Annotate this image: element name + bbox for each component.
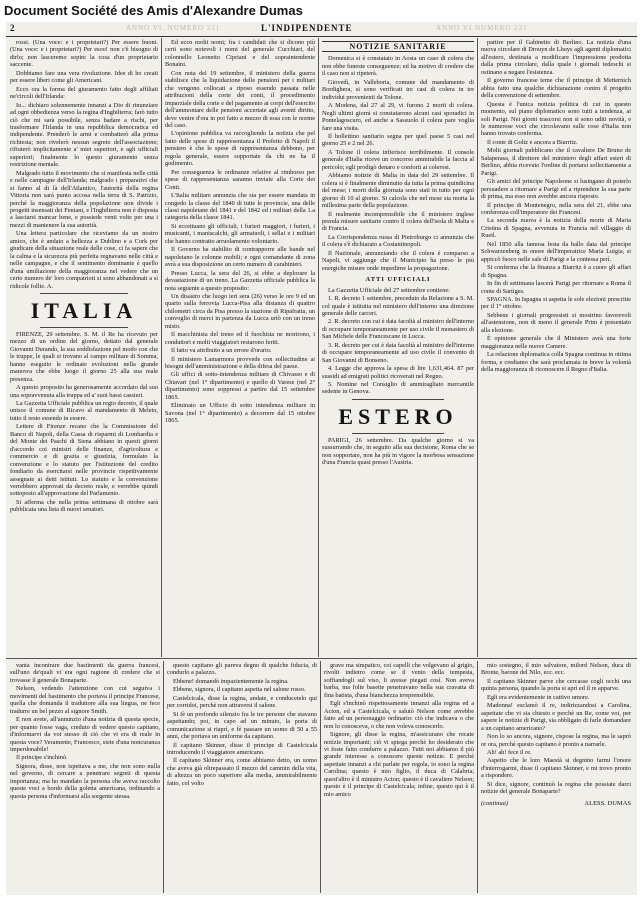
- feuilleton-paragraph: Si fè un profondo silenzio fra le tre persone che stavano aspettando; poi, in capo ad un minuto, la porta di comunicazione si riaprì, e fè passare un uomo di 50 a 55 anni, che portava un uniforme da capitano.: [167, 710, 317, 741]
- article-paragraph: Il realmente incomprensibile che il ministero inglese prenda misure sanitarie contro il colera dell'isola di Malta e di Francia.: [322, 210, 474, 233]
- feuilleton-paragraph: Si dice, signore, continuò la regina che possiate darci notizie del generale Bonaparte?: [481, 780, 631, 796]
- feuilleton-paragraph: Ebbene, signora, il capitano aspetta nel salone rosso.: [173, 686, 306, 694]
- page-number: 2: [10, 23, 15, 33]
- article-paragraph: FIRENZE, 29 settembre. S. M. il Re ha ricevuto per mezzo di un ordine del giorno, dettato dal generale Giovanni Durando, la sua soddisfazione pel modo con che le truppe, le quali si trovano al campo militare di Somma, hanno eseguito le ordinate evoluzioni nella grande manovra che ebbe luogo il giorno 25 alla sua reale presenza.: [10, 330, 158, 383]
- column-rule: [477, 661, 478, 893]
- article-paragraph: 1. R. decreto 1 settembre, preceduto da Relazione a S. M. col quale è istituita nel ministero dell'interno una direzione generale delle carceri.: [322, 295, 474, 317]
- article-paragraph: Si eccettuano gli ufficiali, i furieri maggiori, i furieri, i musicanti, i maniscalchi, gli armaiuoli, i sellai e i militari che hanno contratto arruolamento volontario.: [165, 222, 315, 245]
- section-separator: [40, 293, 128, 294]
- article-paragraph: La Gazzetta Ufficiale del 27 settembre contiene:: [328, 286, 450, 294]
- article-paragraph: Un disastro che luogo ieri sera (26) verso le ore 9 ed un quarto sulla ferrovia Lucca-Pisa alla distanza di quattro chilometri circa da Pisa presso la stazione di Ripafratta, un convoglio di merci in partenza da Lucca urtò con un treno misto.: [165, 292, 315, 330]
- article-paragraph: Il Governo ha stabilito di contrapporre alle bande nel napoletano le colonne mobili; e ogni comandante di zona avrà a sua disposizione un certo numero di carabinieri.: [165, 246, 315, 269]
- article-paragraph: A Tolone il colera infierisce terribilmente. Il console generale d'Italia riceve un concorso ammirabile la faccia al pericolo; egli prodigò denaro e conforti ai colerosi.: [322, 148, 474, 171]
- feuilleton-paragraph: questo capitano gli pareva degno di qualche fiducia, di condurlo a palazzo.: [167, 662, 317, 677]
- feuilleton-paragraph: Signora, disse, non ispettava a me, che non sono nulla nel governo, di cercare a penetrare segreti di questa importanza; ma ho mandato la persona che aveva raccolto queste voci a bordo della goletta americana, ordinando a questa persona d'informarsi alla sorgente stessa.: [10, 762, 160, 800]
- article-paragraph: A Modena, dal 27 al 29, vi furono 2 morti di colera. Negli ultimi giorni si constatarono alcuni casi sporadici in Pontelagoscuro, ed anche a Sassuolo il colera pare voglia fare una visita.: [322, 102, 474, 132]
- feuilleton-paragraph: vanta incontrare due bastimenti da guerra francesi, sull'uno de'quali vi era ogni ragione di credere che si trovasse il generale Bonaparte.: [10, 662, 160, 684]
- article-paragraph: Molti giornali pubblicano che il cavaliere De Bruno de Salaperasa, il direttore del ministero degli affari esteri di Berlino, abbia ricevuto l'ordine di portarsi sollecitamente a Parigi.: [481, 147, 631, 177]
- newspaper-page: [6, 22, 637, 895]
- article-paragraph: Gli uffici di sotto-intendenza militare di Chivasso e di Chiavari (nel 1° dipartimento) e quello di Varese (nel 2° dipartimento) sono soppressi a partire dal 15 settembre 1865.: [165, 371, 315, 401]
- article-paragraph: partire per il Gabinetto di Berlino. La notizia d'una nuova circolare di Drouyn de Lhuys agli agenti diplomatici all'estero, destinata a modificare l'impressione prodotta dalla prima circolare, dalla quale i giornali tedeschi si ostinano a negare l'esistenza.: [481, 39, 631, 76]
- article-paragraph: Il fatto va attribuito a un errore d'orario.: [171, 347, 272, 355]
- article-paragraph: Il bollettino sanitario segna per quel paese 5 casi nel giorno 25 e 2 nel 26.: [322, 132, 474, 148]
- feuilleton-column-1: [10, 662, 160, 892]
- section-heading-notizie-sanitarie: NOTIZIE SANITARIE: [322, 41, 474, 52]
- feuilleton-paragraph: Il principe s'inchinò.: [16, 754, 68, 762]
- article-paragraph: Si afferma che nella prima settimana di ottobre sarà pubblicata una lista di nuovi senatori.: [10, 498, 158, 514]
- article-paragraph: Nel 1850 alla famosa festa da ballo data dal principe Schwarzenberg in onore dell'imperatrice Maria Luigia, si appiccò fuoco nelle sale di Parigi e la contessa perì.: [481, 240, 631, 263]
- article-paragraph: Domenica si è constatato in Aosta un caso di colera che non ebbe funeste conseguenze; ed ha motivo di credere che il caso non si ripeterà.: [322, 55, 474, 78]
- article-paragraph: 3. R. decreto per cui è data facoltà al ministro dell'interno di occupare temporaneamente ad uso civile il convento di San Giovanni di Bonseno.: [322, 341, 474, 364]
- column-rule: [163, 661, 164, 893]
- article-paragraph: In fin di settimana lascerà Parigi per ritornare a Roma il conte di Sartiges.: [481, 280, 631, 295]
- article-paragraph: Malgrado tutto il movimento che si manifesta nelle città e nelle campagne dell'Irlanda; malgrado i preparativi che si fanno al di là dell'Atlantico, l'autorità della regina Vittoria non sarà punto accosa nella terra di S. Patrizio, perchè la maggioranza della popolazione non divide i progetti insensati dei Feniani, e l'Inghilterra non è disposta a lasciarsi mancar bene, e possiede venti volte per una i mezzi di mantenere la sua autorità.: [10, 169, 158, 229]
- article-paragraph: Il ministero Lamarmora provvede con sollecitudine ai bisogni dell'amministrazione e della difesa del paese.: [165, 355, 315, 371]
- column-2: [165, 39, 315, 656]
- article-paragraph: Giovedì, in Valleboria, comune del mandamento di Bordighera, si sono verificati tre casi di colera in tre individui provenienti da Tolone.: [322, 78, 474, 101]
- feuilleton-paragraph: Aspetto che le loro Maestà si degnino farmi l'onore d'interrogarmi, disse il capitano Skinner, e mi trovo pronto a rispondere.: [481, 757, 631, 780]
- feuilleton-paragraph: Il capitano Skinner, disse il principe di Castelcicala introducendo il viaggiatore americano.: [167, 741, 317, 756]
- masthead-ghost-right: ANNO VI NUMERO 221: [436, 24, 528, 32]
- feuilleton-paragraph: grave ma simpatico, coi capelli che volgevano al grigio, rivolti indietro come se il vento della tempesta, soffiandogli sul viso, li avesse piegati così. Non aveva barba, ma folte basette penetravano nella sua cravatta di fina batista, d'una bianchezza irreprensibile.: [324, 662, 474, 699]
- feuilleton-column-2: [167, 662, 317, 892]
- article-paragraph: L'Italia militare annunzia che sta per essere mandata in congedo la classe del 1840 di tutte le provincie, una delle classi napoletane del 1841 e del 1842 ed i militari della 1.a categoria della classe 1841.: [165, 192, 315, 222]
- document-banner: Document Société des Amis d'Alexandre Dumas: [4, 3, 303, 18]
- article-paragraph: Per conseguenza le ordinanze relative al rimborso per spese di rappresentanza saranno inviate alla Corte dei Conti.: [165, 168, 315, 191]
- article-paragraph: 5. Nomine nel Consiglio di ammiragliato mercantile sedente in Genova.: [322, 381, 474, 396]
- feuilleton-paragraph: Egli s'inchinò rispettosamente innanzi alla regina ed a Acton, ed a Castelcicala, e salutò Nelson come avrebbe fatto ad un personaggio ordinario: ciò che indicava o che non lo conosceva, o che non voleva conoscerlo.: [324, 700, 474, 730]
- feuilleton-paragraph: mio sostegno, il mio salvatore, milord Nelson, duca di Bronte, barone del Nilo, ecc. ecc.: [481, 662, 631, 677]
- article-paragraph: Ed ecco molti nomi; fra i candidati che si dicono più certi sono notevoli i nomi del generale Cucchiari, del colonnello Leonetto Cipriani e del sopraintendente Bonaini.: [165, 39, 315, 69]
- section-heading-estero: ESTERO: [338, 403, 458, 429]
- masthead: [6, 22, 637, 37]
- article-paragraph: La seconda nuova è la notizia della morte di Maria Cristina di Spagna, avvenuta in Francia nel villaggio di Rueil.: [481, 217, 631, 240]
- column-4: [481, 39, 631, 656]
- section-separator: [352, 433, 444, 434]
- article-paragraph: La relazione diplomatica colla Spagna continua in ottima forma, e crediamo che sarà proclamata in breve la volontà della maggioranza di riconoscere il Regno d'Italia.: [481, 351, 631, 374]
- newspaper-title: L'INDIPENDENTE: [261, 23, 353, 33]
- article-paragraph: È opinione generale che il Ministero avrà una forte maggioranza nelle nuove Camere.: [481, 335, 631, 350]
- feuilleton-paragraph: Castelcicala, disse la regina, andate, e conducetelo qui per corridoi, perchè non attraversi il salone.: [167, 694, 317, 710]
- feuilleton-paragraph: Ebbene! domandò impazientemente la regina.: [173, 677, 289, 685]
- article-paragraph: Io... dichiaro solennemente innanzi a Dio di rinunziare ad ogni obbedienza verso la regina d'Inghilterra; farò tutto ciò che mi sarà possibile, senza badare a rischi, per trasformare l'Irlanda in una repubblica democratica ed indipendente. Prenderò le armi e combatterò alla prima richiesta; non rivelerò nessun segreto dell'associazione; rifiuterò implicitamente a' miei superiori, e agli ufficiali superiori; finalmente lo questo giuramento senza restrizione mentale.: [10, 101, 158, 169]
- article-paragraph: Una lettera particolare che riceviamo da un nostro amico, che è andato a bellezza a Dublino e a Cork per giudicare della situazione reale delle cose, ci fa sapere che la calma e la sicurezza più perfetta regnavano nelle città e nelle campagne, e che il sentimento dominante è quello d'una umiliazione della maggioranza nel vedere che un certo numero de' loro compatrioti si sono abbandonati a sì ridicole follie. A.: [10, 230, 158, 290]
- article-paragraph: L'opinione pubblica va raccogliendo la notizia che pel fatto delle spese di rappresentanza il Prefetto di Napoli il pensiero è che le spese di rappresentanza debbono, per regola generale, essere sopportate da chi ne ha il godimento.: [165, 130, 315, 168]
- masthead-ghost-left: ANNO VI. NUMERO 221: [126, 24, 221, 32]
- column-rule: [161, 38, 162, 657]
- article-paragraph: Presso Lucca, la sera del 26, si ebbe a deplorare la devastazione di un treno. La Gazzetta ufficiale pubblica la nota seguente a questo proposito:: [165, 269, 315, 292]
- column-rule: [318, 38, 319, 657]
- article-paragraph: 4. Legge che approva la spesa di lire 1,631,464. 87 per sussidi ad emigrati politici ricoverati nel Regno.: [322, 365, 474, 380]
- article-paragraph: Eliminato un Ufficio di sotto intendenza militare in Savona (nel 1° dipartimento) a decorrere dal 15 ottobre 1865.: [165, 402, 315, 425]
- article-paragraph: Si conferma che la finanza a Biarritz è a cuore gli affari di Spagna.: [481, 264, 631, 279]
- feuilleton-paragraph: Madonna! esclamò il re, indirizzandosi a Carolina, aspettate che vi sia chiesto e perchè un Re, come voi, per sapere le notizie di Parigi, sia obbligato di farle domandare a un capitano americano?: [481, 702, 631, 732]
- article-paragraph: Il Nazionale, annunziando che il colera è comparso a Napoli, vi aggiunge che il Municipio ha preso le più energiche misure onde impedirne la propagazione.: [322, 249, 474, 272]
- feuilleton-paragraph: Il capitano Skinner parve che cercasse cogli occhi una quinta persona, quando la porta si aprì ed il re apparve.: [481, 677, 631, 693]
- article-paragraph: Il conte di Goltz e ancora a Biarritz.: [487, 138, 578, 146]
- column-rule: [477, 38, 478, 657]
- article-paragraph: La Corrispondenza russa di Pietroburgo ci annunzia che il colera s'è dichiarato a Costantinopoli.: [322, 233, 474, 249]
- feuilleton-paragraph: Egli era evidentemente in cattivo umore.: [487, 693, 590, 701]
- article-paragraph: Dobbiamo fare una vera rivoluzione. Idee di ho creati per essere liberi come gli Americani.: [10, 69, 158, 85]
- article-paragraph: Sebbene i giornali progressisti si mostrino favorevoli all'astensione, non di meno il generale Prim è presentato alla elezione.: [481, 311, 631, 334]
- article-paragraph: Il macchinista del treno ed il fuochista ne morirono, i conduttori e molti viaggiatori restarono feriti.: [165, 331, 315, 346]
- author-name: ALESS. DUMAS: [584, 799, 631, 807]
- section-separator: [40, 327, 128, 328]
- continua-label: (continua): [481, 799, 509, 807]
- article-paragraph: Con nota del 19 settembre, il ministero della guerra stabilisce che la liquidazione delle pensioni per i militari che vengono collocati a riposo essendo passata nelle attribuzioni della corte dei conti, il procedimento imparziale della corte e del pagamento ai corpi dell'esercito dell'ammontare delle pensioni accertate agli aventi diritto, deve venire d'ora in poi fatto a mezzo di essa con le norme del caso.: [165, 69, 315, 129]
- article-paragraph: Ecco ora la forma del giuramento fatto degli affiliati ne'circoli dell'Irlanda:: [10, 85, 158, 101]
- article-paragraph: La Gazzetta Ufficiale pubblica un regio decreto, il quale unisce il comune di Ricavo al mandamento di Meleto, tutto il resto essendo in essere.: [10, 400, 158, 422]
- feuilleton-paragraph: Ah! ah! fece il re.: [487, 748, 532, 756]
- article-paragraph: SPAGNA. In Ispagna si aspetta le sole elezioni prescritte per il 1° ottobre.: [481, 295, 631, 311]
- feuilleton-column-3: [324, 662, 474, 892]
- article-paragraph: Abbiamo notizie di Malta in data del 29 settembre. Il colera si è finalmente diminuito da tutta la prima quindicina del mese; i morti della giornata sono stati in tutto per ogni giorno di 10 al giorno. Si calcola che nel mese sia morta la millesima parte della popolazione.: [322, 172, 474, 210]
- article-paragraph: Lettere di Firenze recano che la Commissione del Banco di Napoli, della Cassa di risparmi di Lombardia e del Monte dei Paschi di Siena abbiano in questi giorni d'accordo coi ministri delle finanze, d'agricoltura e commercio e di grazia e giustizia, formulato la convenzione e lo statuto per l'istituzione del credito fondiario da esercitarsi nelle provincie rispettivamente assegnate ai detti istituti. Lo statuto e la convenzione verrebbero approvati da decreto reale, e verrebbe quindi sottoposto all'approvazione del Parlamento.: [10, 423, 158, 498]
- article-paragraph: Gli amici del principe Napoleone si lusingano di poterlo persuadere a ritornare a Parigi ed a riprendere la sua parte di prima, ma esso non avrebbe ancora risposto.: [481, 178, 631, 201]
- column-rule: [320, 661, 321, 893]
- article-paragraph: Questa è l'unica notizia politica di cui in questo momento, sul piano diplomatico sono tutti a tendenza, ai soli Parigi. Nei giorni trascorsi non si sono uditi novità, e le numerose voci che circolavano sulle cose d'Italia non hanno trovato conferma.: [481, 100, 631, 138]
- section-heading-atti-ufficiali: ATTI UFFICIALI: [365, 276, 431, 284]
- article-paragraph: A questo proposito ha generosamente accordato dal suo una sopravvenuta alla truppa ed a' suoi bassi cassieri.: [10, 384, 158, 399]
- feuilleton-paragraph: Nelson, vedendo l'attenzione con cui seguiva i movimenti del bastimento che portava il principe Francese, quella che domanda il traduttore alla sua lingua, ne fece tradurre un bel pezzo al signore Smith.: [10, 685, 160, 715]
- column-3: [322, 39, 474, 656]
- article-paragraph: Il principe di Montenegro, nella sera del 21, ebbe una conferenza coll'imperatore dei Francesi.: [481, 201, 631, 216]
- section-heading-italia: ITALIA: [30, 297, 138, 323]
- feuilleton-rule: [6, 658, 637, 659]
- feuilleton-paragraph: Non lo so ancora, signore, rispose la regina, ma le saprò or ora, perchè questo capitano è pronto a narrarle.: [481, 733, 631, 748]
- feuilleton-column-4: [481, 662, 631, 892]
- feuilleton-paragraph: E non avete, all'annunzio d'una notizia di questa specie, per quanto fosse vaga, creduto di vedere questo capitano, d'informarvi da voi stesso di ciò che vi era di reale in questa voce? Veramente, Francesco, siete d'una noncuranza imperdonabile!: [10, 716, 160, 753]
- article-paragraph: 2. R. decreto con cui è data facoltà al ministro dell'interno di occupare temporaneamente per uso civile il monastero di San Michele delle Francescane in Lucca.: [322, 318, 474, 341]
- article-paragraph: rossi. (Una voce: e i proprietari?) Per essere buoni. (Una voce: e i proprietari?) Per esoo! non c'è bisogno di dirlo; non lasceremo sopire la cosa d'un proprietario saccente.: [10, 39, 158, 69]
- feuilleton-signature: [481, 800, 631, 807]
- section-separator: [352, 399, 444, 400]
- article-paragraph: Il governo francese teme che il principe di Metternich abbia fatto una qualche dichiarazione contro il progetto della convenzione di settembre.: [481, 77, 631, 100]
- feuilleton-paragraph: Il capitano Skinner era, come abbiamo detto, un uomo che aveva già oltrepassato il mezzo del cammin della vita, di altezza un poco superiore alla media, ammirabilmente fatto, col volto: [167, 757, 317, 787]
- feuilleton-paragraph: Signore, gli disse la regina, m'assicurano che recate notizie importanti; ciò vi spiega perchè ho desiderato che vi foste fatto condurre a palazzo. Tutti noi abbiamo il più grande interesse a conoscere queste notizie. E perchè aspettate innanzi a chi parlate per regola, io sono la regina Carolina; questo è mio figlio, il duca di Calabria; quest'altro è il ministro Acton; questo è il cavaliere Nelson; questo è il principe di Castelcicala; infine, questo qui è il mio amico: [324, 731, 474, 798]
- article-paragraph: PARIGI, 26 settembre. Da qualche giorno si va sussurrando che, in seguito alla sua decisione, Roma che se non sopportare, non ha più in vigore la morbosa sensazione d'una Francia quasi presso l'Austria.: [322, 436, 474, 467]
- column-1: [10, 39, 158, 656]
